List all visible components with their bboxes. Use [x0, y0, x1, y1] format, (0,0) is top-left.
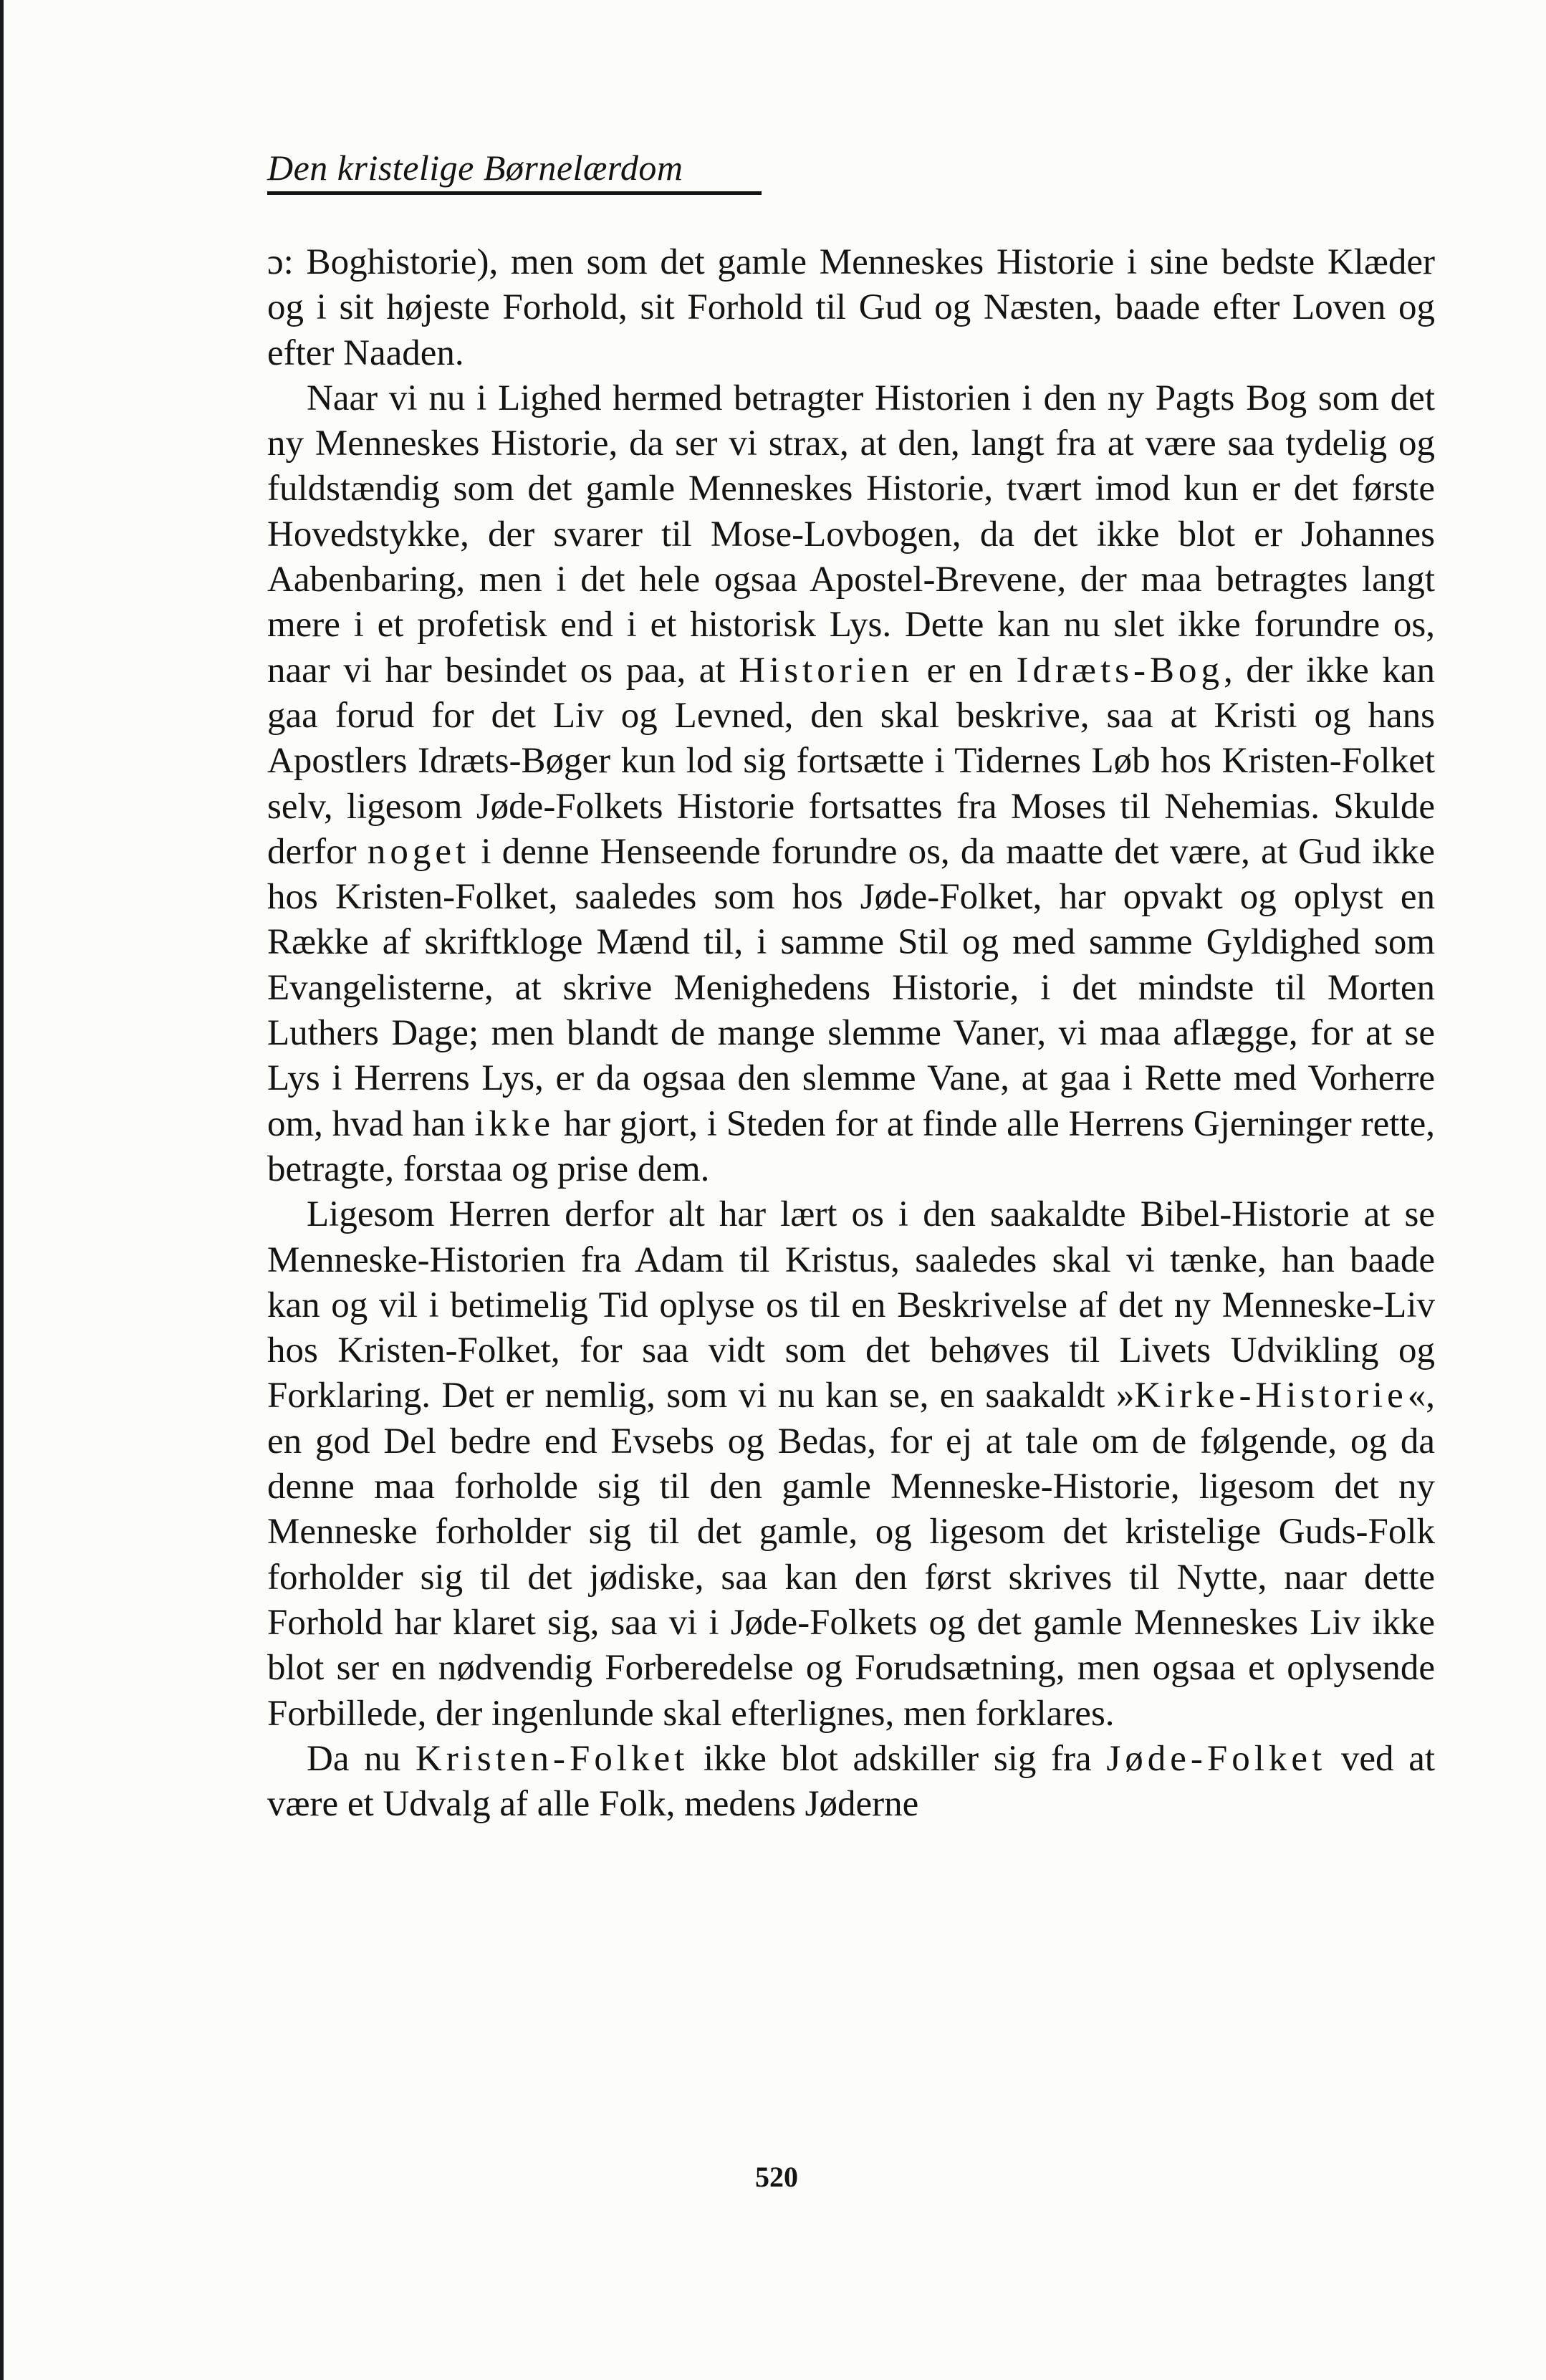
text-run: i denne Henseende forundre os, da maatte det være, at Gud ikke hos Kristen-Folket, saaledes som hos Jøde-Folket, har opvakt og oplyst en Række af skriftkloge Mænd til, i samme Stil og med samme Gyldighed som Evangelisterne, at skrive Menighedens Historie, i det mindste til Morten Luthers Dage; men blandt de mange slemme Vaner, vi maa aflægge, for at se Lys i Herrens Lys, er da ogsaa den slemme Vane, at gaa i Rette med Vorherre om, hvad han — [267, 831, 1435, 1144]
text-run: ikke blot adskiller sig fra — [688, 1738, 1107, 1779]
page-number: 520 — [755, 2161, 798, 2193]
emphasized-text: noget — [367, 831, 471, 872]
paragraph — [267, 240, 1435, 376]
paragraph — [267, 1737, 1435, 1828]
text-run: er en — [913, 650, 1017, 691]
text-run: Naar vi nu i Lighed hermed betragter Historien i den ny Pagts Bog som det ny Menneskes Historie, da ser vi strax, at den, langt fra at være saa tydelig og fuldstændig som det gamle Menneskes Historie, tvært imod kun er det første Hovedstykke, der svarer til Mose-Lovbogen, da det ikke blot er Johannes Aabenbaring, men i det hele ogsaa Apostel-Brevene, der maa betragtes langt mere i et profetisk end i et historisk Lys. Dette kan nu slet ikke forundre os, naar vi har besindet os paa, at — [267, 378, 1435, 691]
text-run: Ligesom Herren derfor alt har lært os i den saakaldte Bibel-Historie at se Menneske-Historien fra Adam til Kristus, saaledes skal vi tænke, han baade kan og vil i betimelig Tid oplyse os til en Beskrivelse af det ny Menneske-Liv hos Kristen-Folket, for saa vidt som det behøves til Livets Udvikling og Forklaring. Det er nemlig, som vi nu kan se, en saakaldt » — [267, 1194, 1435, 1416]
text-run: ɔ: Boghistorie), men som det gamle Menneskes Historie i sine bedste Klæder og i sit højeste Forhold, sit Forhold til Gud og Næsten, baade efter Loven og efter Naaden. — [267, 242, 1435, 373]
body-text — [267, 240, 1435, 1827]
header-title: Den kristelige Børnelærdom — [267, 148, 683, 188]
text-run: har gjort, i Steden for at finde alle Herrens Gjerninger rette, betragte, forstaa og prise dem. — [267, 1103, 1435, 1189]
running-header — [267, 147, 762, 195]
text-run: «, en god Del bedre end Evsebs og Bedas, for ej at tale om de følgende, og da denne maa forholde sig til den gamle Menneske-Historie, ligesom det ny Menneske forholder sig til det gamle, og ligesom det kristelige Guds-Folk forholder sig til det jødiske, saa kan den først skrives til Nytte, naar dette Forhold har klaret sig, saa vi i Jøde-Folkets og det gamle Menneskes Liv ikke blot ser en nødvendig Forberedelse og Forudsætning, men ogsaa et oplysende Forbillede, der ingenlunde skal efterlignes, men forklares. — [267, 1376, 1435, 1734]
emphasized-text: Kirke-Historie — [1134, 1376, 1408, 1416]
emphasized-text: Historien — [739, 650, 913, 691]
paragraph — [267, 1192, 1435, 1737]
text-run: , der ikke kan gaa forud for det Liv og Levned, den skal beskrive, saa at Kristi og hans Apostlers Idræts-Bøger kun lod sig fortsætte i Tidernes Løb hos Kristen-Folket selv, ligesom Jøde-Folkets Historie fortsattes fra Moses til Nehemias. Skulde derfor — [267, 650, 1435, 872]
emphasized-text: Jøde-Folket — [1106, 1738, 1327, 1779]
emphasized-text: ikke — [474, 1103, 555, 1144]
text-run: Da nu — [307, 1738, 416, 1779]
paragraph — [267, 376, 1435, 1192]
text-run: ved at være et Udvalg af alle Folk, medens Jøderne — [267, 1738, 1435, 1825]
emphasized-text: Idræts-Bog — [1016, 650, 1224, 691]
emphasized-text: Kristen-Folket — [415, 1738, 689, 1779]
